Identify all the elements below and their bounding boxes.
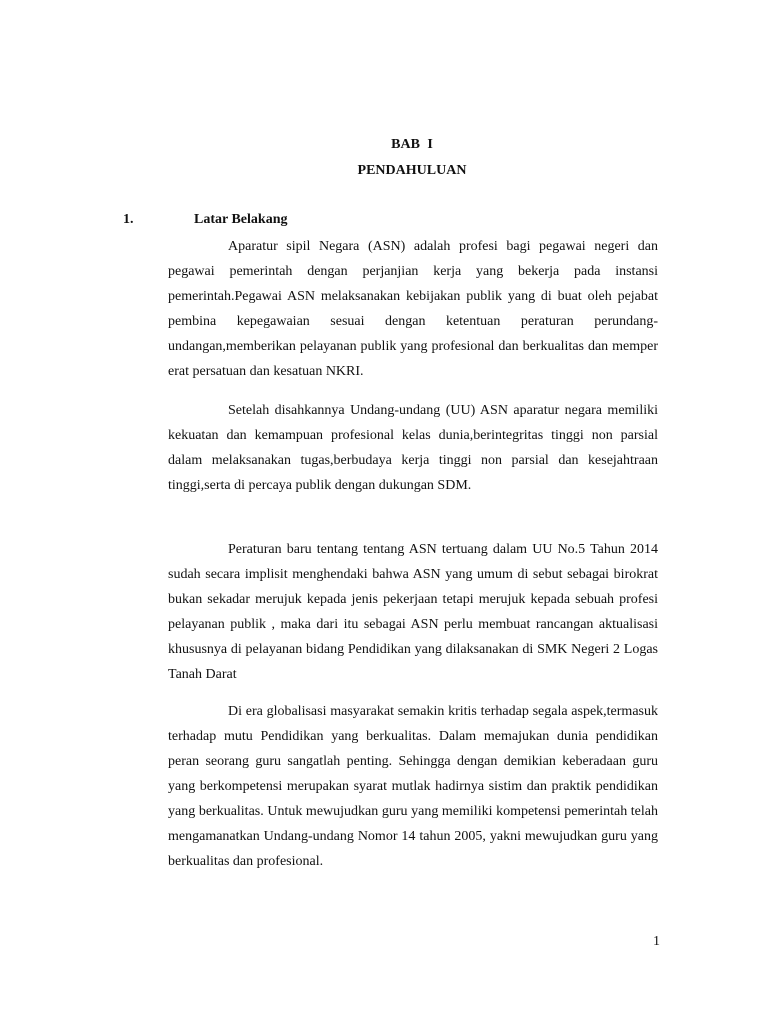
section-number: 1. [123,212,134,227]
paragraph-text: Di era globalisasi masyarakat semakin kritis terhadap segala aspek,termasuk terhadap mutu Pendidikan yang berkualitas. Dalam memajukan dunia pendidikan peran seorang guru sangatlah penting. Sehingga dengan demikian keberadaan guru yang berkompetensi merupakan syarat mutlak hadirnya sistim dan praktik pendidikan yang berkualitas. Untuk mewujudkan guru yang memiliki kompetensi pemerintah telah mengamanatkan Undang-undang Nomor 14 tahun 2005, yakni mewujudkan guru yang berkualitas dan profesional. [168,704,658,869]
paragraph-4 [168,699,658,874]
paragraph-text: Setelah disahkannya Undang-undang (UU) ASN aparatur negara memiliki kekuatan dan kemampuan profesional kelas dunia,berintegritas tinggi non parsial dalam melaksanakan tugas,berbudaya kerja tinggi non parsial dan kesejahtraan tinggi,serta di percaya publik dengan dukungan SDM. [168,403,658,493]
paragraph-2 [168,398,658,498]
chapter-title: PENDAHULUAN [357,163,467,178]
paragraph-3 [168,537,658,687]
chapter-number: BAB I [391,137,433,152]
paragraph-text: Aparatur sipil Negara (ASN) adalah profesi bagi pegawai negeri dan pegawai pemerintah dengan perjanjian kerja yang bekerja pada instansi pemerintah.Pegawai ASN melaksanakan kebijakan publik yang di buat oleh pejabat pembina kepegawaian sesuai dengan ketentuan peraturan perundang-undangan,memberikan pelayanan publik yang profesional dan berkualitas dan memper erat persatuan dan kesatuan NKRI. [168,239,658,379]
paragraph-text: Peraturan baru tentang tentang ASN tertuang dalam UU No.5 Tahun 2014 sudah secara implisit menghendaki bahwa ASN yang umum di sebut sebagai birokrat bukan sekadar merujuk kepada jenis pekerjaan tetapi merujuk kepada sebuah profesi pelayanan publik , maka dari itu sebagai ASN perlu membuat rancangan aktualisasi khususnya di pelayanan bidang Pendidikan yang dilaksanakan di SMK Negeri 2 Logas Tanah Darat [168,542,658,682]
paragraph-1 [168,234,658,384]
section-title: Latar Belakang [194,212,288,227]
page-number: 1 [653,934,660,949]
